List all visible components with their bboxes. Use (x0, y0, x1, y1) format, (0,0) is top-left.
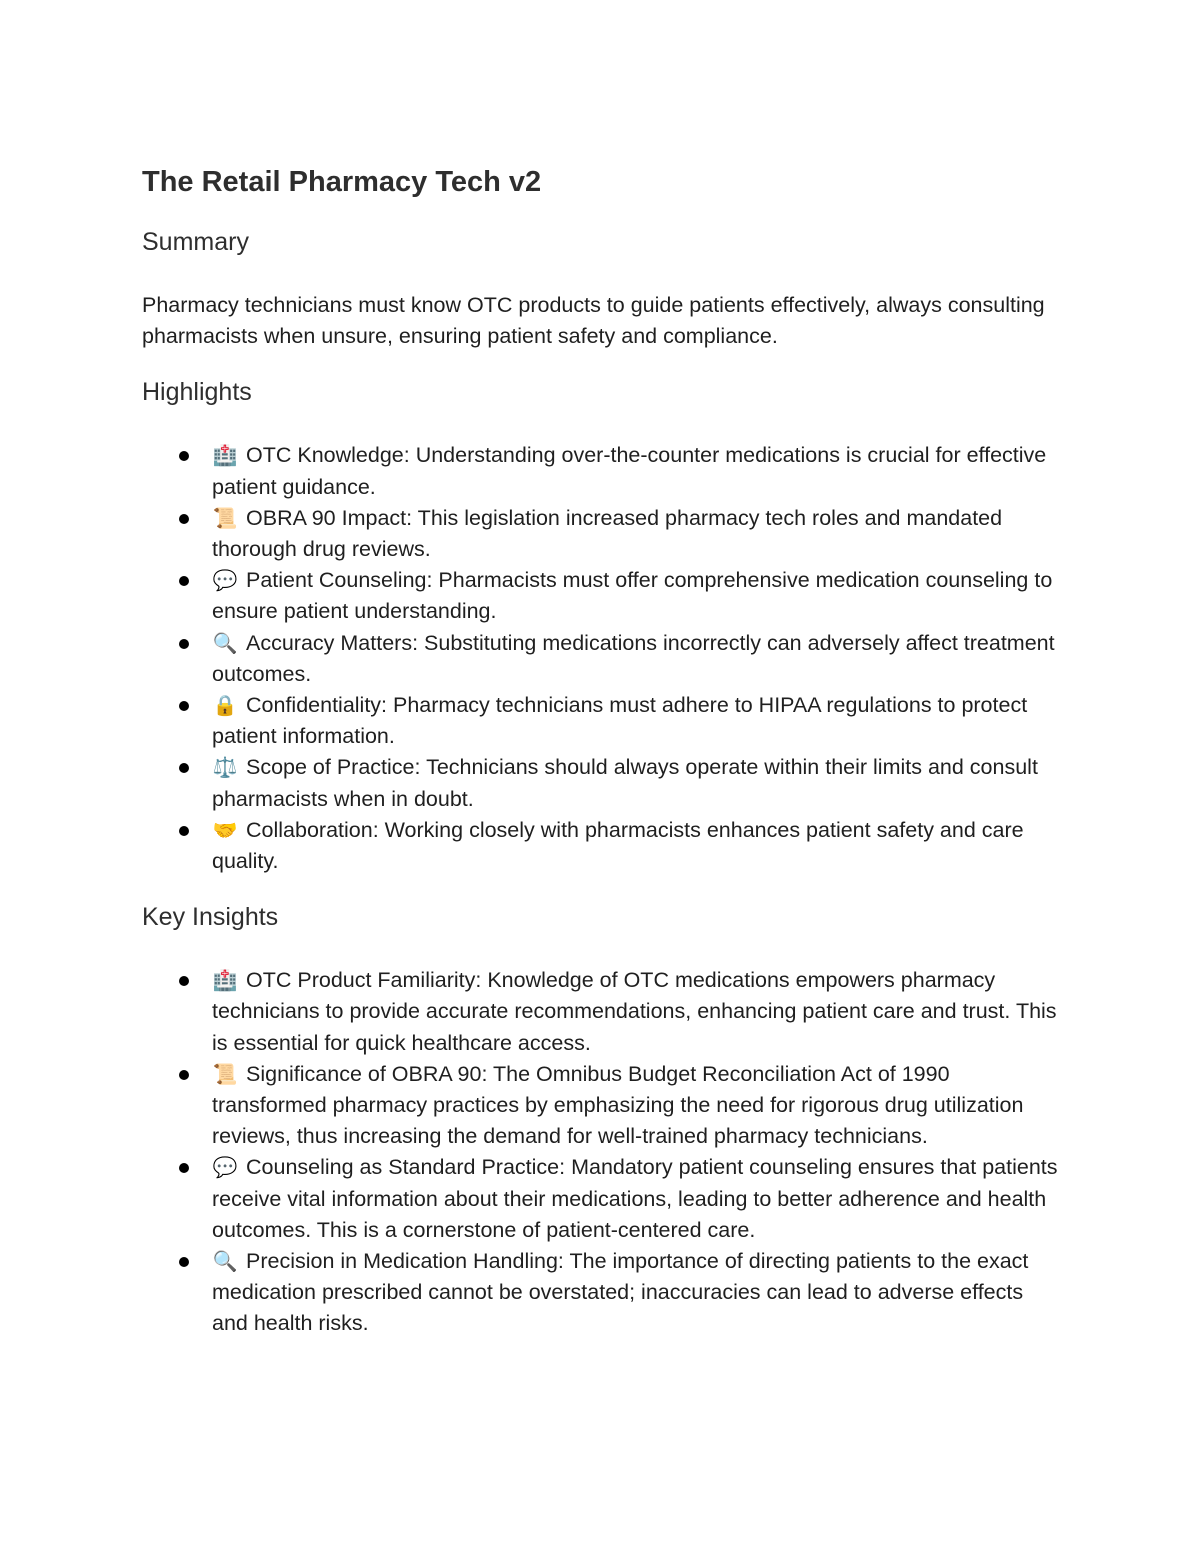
key-insights-heading: Key Insights (142, 903, 279, 932)
hospital-icon: 🏥 (212, 968, 238, 993)
bullet-dot-icon (179, 1070, 189, 1080)
bullet-dot-icon (179, 451, 189, 461)
magnifier-icon: 🔍 (212, 630, 238, 655)
summary-text: Pharmacy technicians must know OTC products to guide patients effectively, always consulting pharmacists when unsure, ensuring patient safety and compliance. (142, 293, 1045, 349)
insight-item (142, 1152, 1062, 1246)
highlight-item (142, 752, 1062, 814)
document-page (142, 160, 1062, 1340)
handshake-icon: 🤝 (212, 817, 238, 842)
insight-item (142, 965, 1062, 1059)
insight-text: Precision in Medication Handling: The importance of directing patients to the exact medication prescribed cannot be overstated; inaccuracies can lead to adverse effects and health risks. (212, 1249, 1029, 1336)
highlight-text: Accuracy Matters: Substituting medications incorrectly can adversely affect treatment outcomes. (212, 630, 1055, 686)
highlight-item (142, 815, 1062, 877)
bullet-dot-icon (179, 1163, 189, 1173)
bullet-dot-icon (179, 701, 189, 711)
summary-heading: Summary (142, 228, 249, 256)
insight-text: Significance of OBRA 90: The Omnibus Budget Reconciliation Act of 1990 transformed pharmacy practices by emphasizing the need for rigorous drug utilization reviews, thus increasing the demand for well-trained pharmacy technicians. (212, 1061, 1024, 1149)
bullet-dot-icon (179, 763, 189, 773)
highlight-item (142, 565, 1062, 627)
highlight-item (142, 628, 1062, 690)
highlight-text: Patient Counseling: Pharmacists must offer comprehensive medication counseling to ensure patient understanding. (212, 568, 1053, 624)
insight-item (142, 1059, 1062, 1153)
highlights-list (142, 440, 1062, 877)
highlight-text: Collaboration: Working closely with pharmacists enhances patient safety and care quality. (212, 817, 1024, 874)
insight-text: Counseling as Standard Practice: Mandatory patient counseling ensures that patients receive vital information about their medications, leading to better adherence and health outcomes. This is a cornerstone of patient-centered care. (212, 1155, 1058, 1242)
highlight-item (142, 503, 1062, 565)
magnifier-icon: 🔍 (212, 1249, 238, 1274)
scroll-icon: 📜 (212, 505, 238, 530)
highlight-text: Scope of Practice: Technicians should always operate within their limits and consult pharmacists when in doubt. (212, 755, 1038, 811)
bullet-dot-icon (179, 514, 189, 524)
highlight-text: OBRA 90 Impact: This legislation increased pharmacy tech roles and mandated thorough drug reviews. (212, 505, 1003, 562)
bullet-dot-icon (179, 976, 189, 986)
speech-bubble-icon: 💬 (212, 1155, 238, 1180)
highlight-item (142, 440, 1062, 502)
insight-text: OTC Product Familiarity: Knowledge of OTC medications empowers pharmacy technicians to provide accurate recommendations, enhancing patient care and trust. This is essential for quick healthcare access. (212, 968, 1057, 1055)
bullet-dot-icon (179, 576, 189, 586)
highlights-heading: Highlights (142, 378, 252, 407)
document-title: The Retail Pharmacy Tech v2 (142, 166, 542, 198)
highlight-item (142, 690, 1062, 752)
hospital-icon: 🏥 (212, 443, 238, 468)
key-insights-list (142, 965, 1062, 1339)
bullet-dot-icon (179, 639, 189, 649)
insight-item (142, 1246, 1062, 1340)
bullet-dot-icon (179, 826, 189, 836)
highlight-text: OTC Knowledge: Understanding over-the-counter medications is crucial for effective patient guidance. (212, 443, 1047, 499)
lock-icon: 🔒 (212, 693, 238, 718)
speech-bubble-icon: 💬 (212, 568, 238, 593)
scroll-icon: 📜 (212, 1061, 238, 1086)
bullet-dot-icon (179, 1257, 189, 1267)
highlight-text: Confidentiality: Pharmacy technicians must adhere to HIPAA regulations to protect patient information. (212, 693, 1028, 749)
scales-icon: ⚖️ (212, 755, 238, 780)
